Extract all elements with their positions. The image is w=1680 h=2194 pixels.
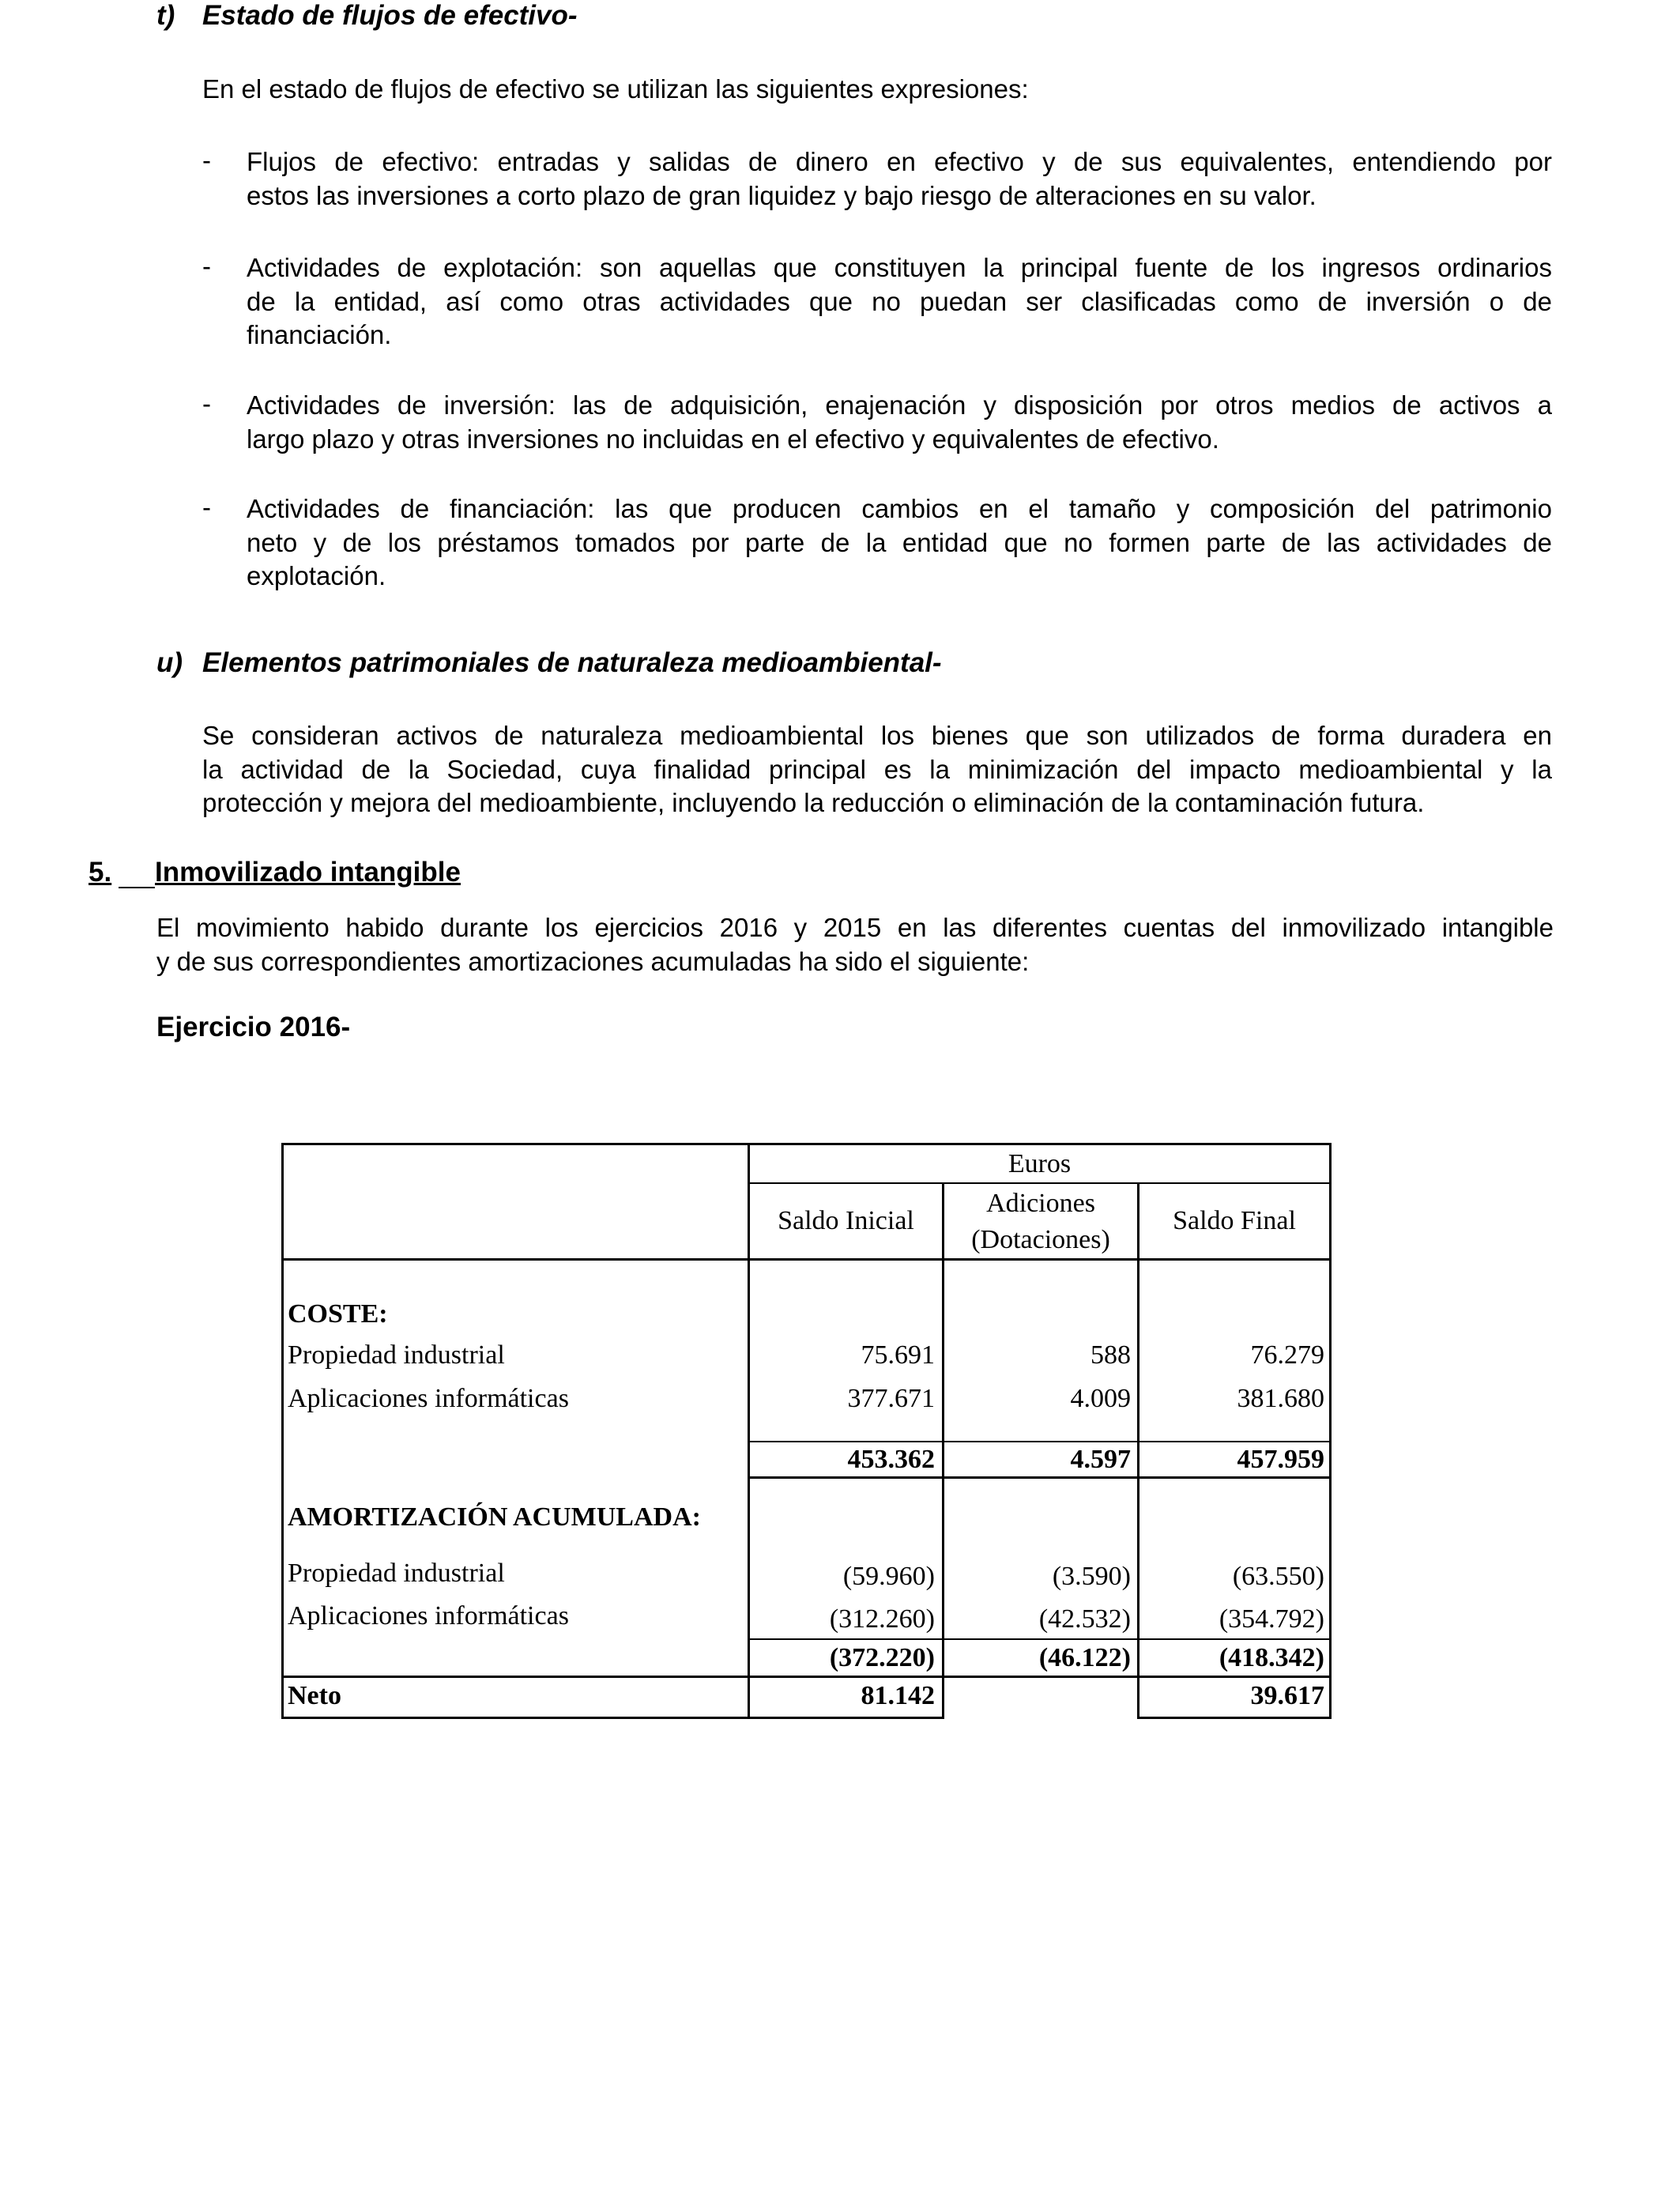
- bullet-dash: -: [202, 389, 211, 418]
- bullet-line: largo plazo y otras inversiones no incluidas en el efectivo y equivalentes de efectivo.: [247, 424, 1219, 454]
- section-t-marker: t): [156, 0, 175, 31]
- amort-total-saldo-inicial: (372.220): [829, 1643, 935, 1672]
- amortizacion-label: AMORTIZACIÓN ACUMULADA:: [288, 1502, 701, 1532]
- bullet-line: Actividades de financiación: las que producen cambios en el tamaño y composición del patrimonio: [247, 494, 1552, 523]
- bullet-financiacion: [247, 492, 1552, 594]
- neto-divider: [281, 1676, 1332, 1678]
- header-euros: Euros: [1008, 1149, 1072, 1178]
- cell-saldo-inicial: 75.691: [861, 1340, 935, 1370]
- bullet-line: estos las inversiones a corto plazo de gran liquidez y bajo riesgo de alteraciones en su valor.: [247, 180, 1317, 210]
- row-label: Propiedad industrial: [288, 1559, 505, 1588]
- cell-adiciones: (3.590): [1052, 1562, 1131, 1591]
- header-adiciones: Adiciones: [986, 1189, 1095, 1218]
- intangible-assets-table: [281, 1143, 1332, 1718]
- paragraph-line: protección y mejora del medioambiente, incluyendo la reducción o eliminación de la contaminación futura.: [202, 788, 1425, 817]
- amort-total-top: [748, 1638, 1332, 1640]
- bullet-line: Actividades de explotación: son aquellas que constituyen la principal fuente de los ingresos ordinarios: [247, 253, 1552, 282]
- coste-total-adiciones: 4.597: [1070, 1445, 1131, 1474]
- bullet-line: Actividades de inversión: las de adquisición, enajenación y disposición por otros medios de activos a: [247, 390, 1552, 420]
- bullet-line: explotación.: [247, 561, 386, 590]
- section-u-paragraph: [202, 719, 1552, 820]
- table-border-bottom-right: [1137, 1717, 1332, 1719]
- paragraph-line: Se consideran activos de naturaleza medioambiental los bienes que son utilizados de forma duradera en: [202, 721, 1552, 750]
- header-dotaciones: (Dotaciones): [971, 1225, 1110, 1254]
- row-label: Propiedad industrial: [288, 1340, 505, 1370]
- bullet-flujos: [247, 145, 1552, 213]
- table-header-divider: [281, 1258, 1332, 1261]
- cell-saldo-inicial: (59.960): [842, 1562, 935, 1591]
- bullet-line: de la entidad, así como otras actividades que no puedan ser clasificadas como de inversión o de: [247, 286, 1552, 316]
- section-5-underline-gap: [119, 857, 155, 888]
- coste-total-saldo-inicial: 453.362: [847, 1445, 935, 1474]
- cell-saldo-final: 76.279: [1250, 1340, 1324, 1370]
- amort-total-saldo-final: (418.342): [1219, 1643, 1324, 1672]
- bullet-explotacion: [247, 251, 1552, 352]
- section-u-marker: u): [156, 647, 183, 678]
- cell-adiciones: 588: [1090, 1340, 1131, 1370]
- coste-total-saldo-final: 457.959: [1237, 1445, 1324, 1474]
- row-label: Aplicaciones informáticas: [288, 1601, 569, 1630]
- col-divider-2-lower: [942, 1676, 944, 1719]
- header-saldo-inicial: Saldo Inicial: [778, 1206, 914, 1235]
- section-5-number: 5.: [89, 857, 112, 888]
- table-border-right: [1329, 1143, 1332, 1719]
- cell-adiciones: 4.009: [1070, 1384, 1131, 1413]
- col-divider-2-upper: [942, 1182, 944, 1678]
- cell-saldo-final: 381.680: [1237, 1384, 1324, 1413]
- cell-adiciones: (42.532): [1038, 1604, 1131, 1634]
- neto-label: Neto: [288, 1681, 341, 1710]
- amort-total-adiciones: (46.122): [1038, 1643, 1131, 1672]
- coste-label: COSTE:: [288, 1299, 388, 1329]
- section-5-paragraph: [156, 911, 1554, 978]
- table-border-top: [281, 1143, 1332, 1145]
- paragraph-line: la actividad de la Sociedad, cuya finalidad principal es la minimización del impacto medioambiental y la: [202, 754, 1552, 784]
- table-border-left: [281, 1143, 284, 1719]
- bullet-line: neto y de los préstamos tomados por parte de la entidad que no formen parte de las actividades de: [247, 527, 1552, 557]
- euros-divider: [748, 1182, 1332, 1184]
- row-label: Aplicaciones informáticas: [288, 1384, 569, 1413]
- bullet-dash: -: [202, 251, 211, 281]
- bullet-dash: -: [202, 145, 211, 175]
- coste-total-bottom: [748, 1476, 1332, 1479]
- section-t-intro: En el estado de flujos de efectivo se utilizan las siguientes expresiones:: [202, 74, 1029, 104]
- section-u-title: Elementos patrimoniales de naturaleza medioambiental-: [202, 647, 942, 678]
- cell-saldo-inicial: (312.260): [829, 1604, 935, 1634]
- header-saldo-final: Saldo Final: [1173, 1206, 1296, 1235]
- cell-saldo-final: (63.550): [1232, 1562, 1324, 1591]
- section-5-title: Inmovilizado intangible: [155, 857, 461, 888]
- bullet-line: Flujos de efectivo: entradas y salidas de dinero en efectivo y de sus equivalentes, entendiendo por: [247, 147, 1552, 176]
- section-t-title: Estado de flujos de efectivo-: [202, 0, 578, 31]
- bullet-dash: -: [202, 492, 211, 522]
- table-border-bottom-left: [281, 1717, 750, 1719]
- bullet-inversion: [247, 389, 1552, 456]
- paragraph-line: y de sus correspondientes amortizaciones acumuladas ha sido el siguiente:: [156, 946, 1030, 976]
- subheading-ejercicio-2016: Ejercicio 2016-: [156, 1012, 351, 1042]
- coste-total-top: [748, 1441, 1332, 1442]
- paragraph-line: El movimiento habido durante los ejercicios 2016 y 2015 en las diferentes cuentas del inmovilizado intangible: [156, 913, 1554, 942]
- neto-saldo-inicial: 81.142: [861, 1681, 935, 1710]
- bullet-line: financiación.: [247, 320, 392, 349]
- table-border-bottom-mid: [748, 1717, 944, 1719]
- cell-saldo-inicial: 377.671: [847, 1384, 935, 1413]
- neto-saldo-final: 39.617: [1250, 1681, 1324, 1710]
- cell-saldo-final: (354.792): [1219, 1604, 1324, 1634]
